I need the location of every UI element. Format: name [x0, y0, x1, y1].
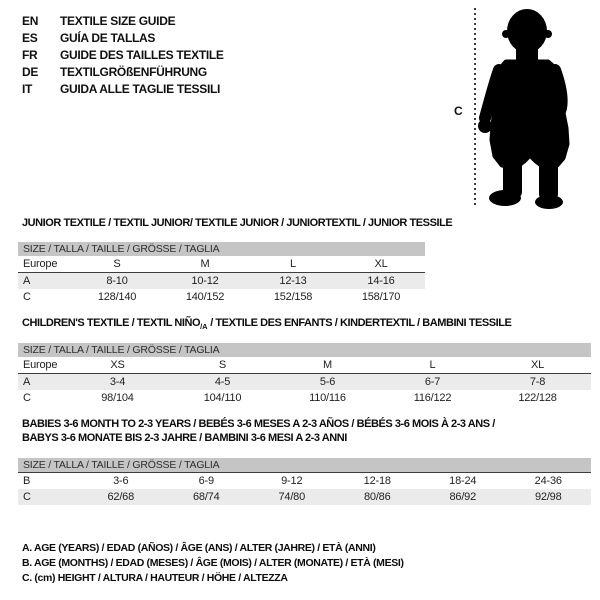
lang-label: GUÍA DE TALLAS — [60, 31, 156, 45]
cell: 104/110 — [203, 392, 242, 404]
title-subscript: /A — [200, 322, 208, 332]
cell: 9-12 — [281, 475, 303, 487]
height-dotted-line — [474, 8, 476, 207]
table-row-europe — [18, 256, 425, 272]
table-row-a — [18, 374, 591, 390]
cell: A — [23, 275, 31, 287]
title-text: / TEXTILE DES ENFANTS / KINDERTEXTIL / BAMBINI TESSILE — [207, 317, 512, 329]
title-line-2: BABYS 3-6 MONATE BIS 2-3 JAHRE / BAMBINI 3-6 MESI A 2-3 ANNI — [22, 432, 347, 444]
table-row-europe — [18, 357, 591, 373]
size-header-band: SIZE / TALLA / TAILLE / GRÖSSE / TAGLIA — [18, 458, 591, 472]
baby-silhouette-icon — [478, 6, 574, 210]
children-table-title — [22, 316, 511, 334]
table-row-a — [18, 273, 425, 289]
cell: 3-6 — [113, 475, 129, 487]
cell: XS — [110, 359, 125, 371]
cell: 74/80 — [278, 491, 306, 503]
cell: C — [23, 491, 31, 503]
note-b: B. AGE (MONTHS) / EDAD (MESES) / ÂGE (MOIS) / ALTER (MONATE) / ETÀ (MESI) — [22, 557, 404, 569]
lang-row-de — [22, 64, 224, 81]
lang-label: GUIDA ALLE TAGLIE TESSILI — [60, 82, 221, 96]
cell: 152/158 — [273, 291, 313, 303]
note-a: A. AGE (YEARS) / EDAD (AÑOS) / ÂGE (ANS) / ALTER (JAHRE) / ETÀ (ANNI) — [22, 542, 376, 554]
lang-code: ES — [22, 31, 38, 45]
lang-label: TEXTILE SIZE GUIDE — [60, 14, 176, 28]
lang-code: DE — [22, 65, 39, 79]
language-list — [22, 13, 224, 98]
cell: 80/86 — [363, 491, 391, 503]
cell: 122/128 — [518, 392, 557, 404]
cell: M — [200, 258, 210, 270]
cell: S — [113, 258, 121, 270]
cell: 7-8 — [529, 376, 546, 388]
junior-table-title: JUNIOR TEXTILE / TEXTIL JUNIOR/ TEXTILE JUNIOR / JUNIORTEXTIL / JUNIOR TESSILE — [22, 217, 453, 229]
cell: 140/152 — [185, 291, 225, 303]
cell: XL — [530, 359, 545, 371]
babies-table-title — [22, 417, 495, 445]
cell: 4-5 — [214, 376, 231, 388]
lang-code: FR — [22, 48, 38, 62]
lang-label: GUIDE DES TAILLES TEXTILE — [60, 48, 224, 62]
cell: M — [323, 359, 332, 371]
cell: C — [23, 392, 31, 404]
cell: 68/74 — [192, 491, 220, 503]
cell: Europe — [23, 359, 58, 371]
table-row-b — [18, 473, 591, 489]
cell: 12-13 — [279, 275, 307, 287]
cell: Europe — [23, 258, 58, 270]
cell: 12-18 — [363, 475, 391, 487]
cell: 18-24 — [449, 475, 477, 487]
cell: 116/122 — [413, 392, 452, 404]
cell: XL — [374, 258, 388, 270]
cell: 158/170 — [361, 291, 401, 303]
junior-size-table — [18, 242, 425, 305]
cell: 3-4 — [109, 376, 126, 388]
lang-row-fr — [22, 47, 224, 64]
note-c: C. (cm) HEIGHT / ALTURA / HAUTEUR / HÖHE / ALTEZZA — [22, 572, 288, 584]
cell: 24-36 — [534, 475, 562, 487]
children-size-table — [18, 343, 591, 406]
cell: 92/98 — [534, 491, 562, 503]
lang-row-en — [22, 13, 224, 30]
cell: 62/68 — [107, 491, 135, 503]
table-row-c — [18, 390, 591, 406]
size-header-band: SIZE / TALLA / TAILLE / GRÖSSE / TAGLIA — [18, 242, 425, 256]
cell: L — [429, 359, 436, 371]
table-row-c — [18, 489, 591, 505]
cell: 98/104 — [101, 392, 134, 404]
lang-code: EN — [22, 14, 39, 28]
cell: 5-6 — [319, 376, 336, 388]
cell: 110/116 — [309, 392, 346, 404]
cell: 86/92 — [449, 491, 477, 503]
size-header-band: SIZE / TALLA / TAILLE / GRÖSSE / TAGLIA — [18, 343, 591, 357]
cell: 14-16 — [367, 275, 395, 287]
cell: A — [23, 376, 31, 388]
height-c-label: C — [454, 104, 463, 118]
lang-label: TEXTILGRÖßENFÜHRUNG — [60, 65, 207, 79]
lang-code: IT — [22, 82, 33, 96]
lang-row-it — [22, 81, 224, 98]
cell: 128/140 — [97, 291, 137, 303]
cell: 8-10 — [106, 275, 128, 287]
babies-size-table — [18, 458, 591, 505]
legend-notes — [22, 541, 404, 586]
cell: 6-7 — [424, 376, 441, 388]
cell: L — [290, 258, 296, 270]
lang-row-es — [22, 30, 224, 47]
cell: 6-9 — [198, 475, 214, 487]
cell: S — [218, 359, 227, 371]
cell: 10-12 — [191, 275, 219, 287]
cell: B — [23, 475, 31, 487]
title-text: CHILDREN'S TEXTILE / TEXTIL NIÑO — [22, 317, 201, 329]
title-line-1: BABIES 3-6 MONTH TO 2-3 YEARS / BEBÉS 3-6 MESES A 2-3 AÑOS / BÉBÉS 3-6 MOIS À 2-3 ANS / — [22, 418, 495, 430]
table-row-c — [18, 289, 425, 305]
cell: C — [23, 291, 31, 303]
